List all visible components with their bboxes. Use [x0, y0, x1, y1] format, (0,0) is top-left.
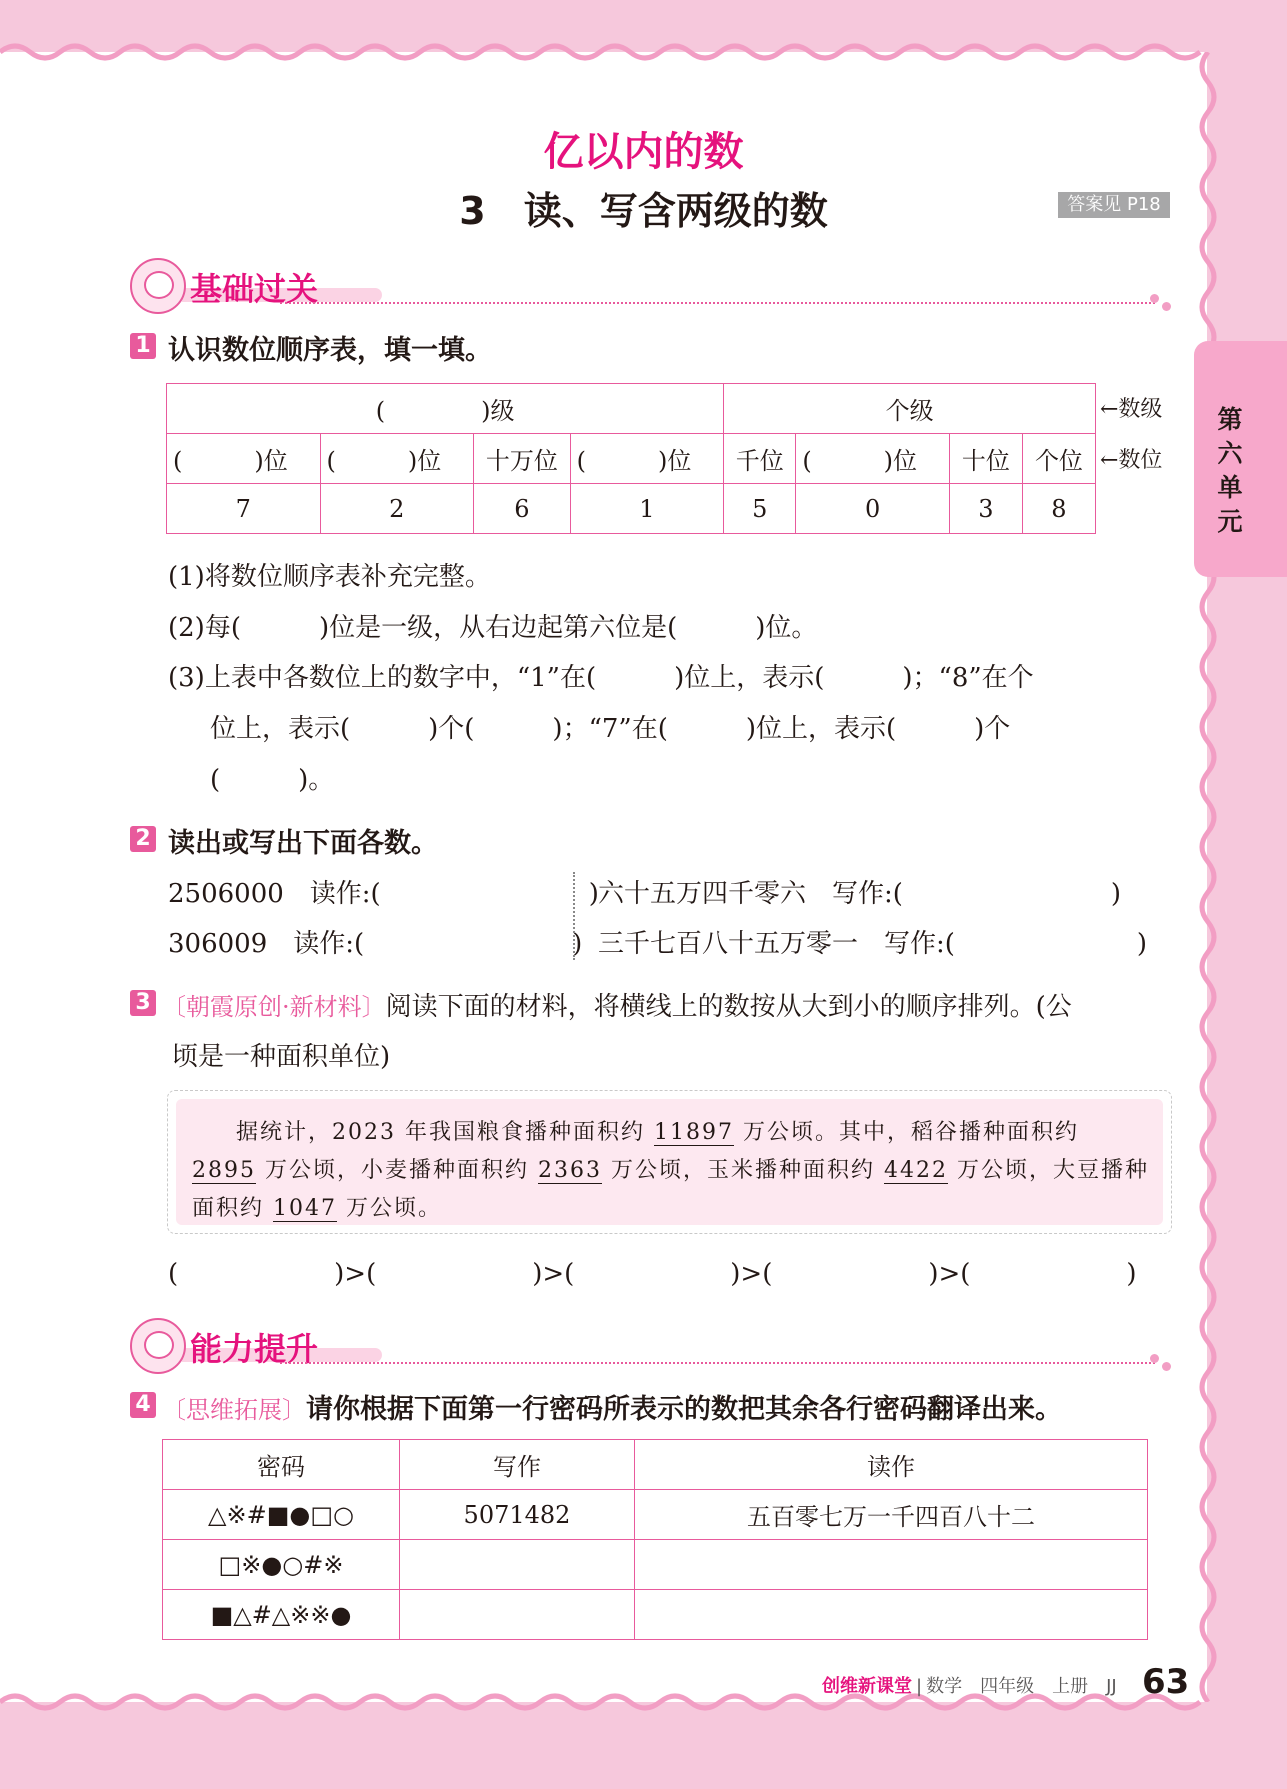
cipher-cell: △※#■●□○	[163, 1490, 400, 1540]
footer-meta: 数学 四年级 上册 JJ	[926, 1676, 1117, 1697]
section-divider	[280, 1362, 1155, 1364]
underlined-number: 2363	[538, 1158, 602, 1183]
class-cell: ( )级	[167, 384, 724, 434]
digit-cell: 2	[320, 484, 474, 534]
table-row	[163, 1540, 1148, 1590]
decor-dot-icon	[1150, 294, 1159, 303]
underlined-number: 4422	[884, 1158, 948, 1183]
section-header-advanced	[130, 1318, 1175, 1374]
sub-question-2: (2)每( )位是一级，从右边起第六位是( )位。	[168, 613, 818, 643]
unit-side-tab-label: 第六单元	[1217, 405, 1243, 536]
footer: 创维新课堂 | 数学 四年级 上册 JJ	[822, 1676, 1117, 1697]
reading-cell[interactable]	[635, 1590, 1148, 1640]
footer-brand: 创维新课堂	[822, 1676, 912, 1697]
class-arrow-label: ←数级	[1100, 397, 1163, 422]
section-label: 基础过关	[190, 270, 319, 308]
question-tag: 〔思维拓展〕	[162, 1396, 306, 1424]
sub-question-3-line-2: 位上，表示( )个( )；“7”在( )位上，表示( )个	[210, 714, 1011, 744]
section-header-basic	[130, 258, 1175, 314]
material-line-3: 面积约 1047 万公顷。	[192, 1196, 442, 1221]
question-line	[162, 1387, 1062, 1426]
place-value-table	[166, 383, 1096, 534]
question-text: 请你根据下面第一行密码所表示的数把其余各行密码翻译出来。	[306, 1394, 1062, 1425]
digit-cell: 8	[1022, 484, 1095, 534]
question-text: 读出或写出下面各数。	[168, 828, 438, 859]
question-tag: 〔朝霞原创·新材料〕	[162, 993, 386, 1021]
reading-cell[interactable]	[635, 1540, 1148, 1590]
underlined-number: 1047	[273, 1196, 337, 1221]
digit-cell: 0	[796, 484, 950, 534]
sub-question-1: (1)将数位顺序表补充完整。	[168, 562, 491, 592]
column-divider	[573, 872, 575, 960]
material-box	[167, 1090, 1172, 1234]
header-cell: 密码	[163, 1440, 400, 1490]
decor-dot-icon	[1162, 1362, 1171, 1371]
cipher-cell: ■△#△※※●	[163, 1590, 400, 1640]
digit-cell: 1	[570, 484, 724, 534]
write-item-1: 六十五万四千零六 写作:( )	[598, 879, 1122, 909]
read-item-1: 2506000 读作:( )	[168, 879, 599, 909]
place-cell: ( )位	[796, 434, 950, 484]
page-number: 63	[1142, 1662, 1190, 1702]
place-cell: ( )位	[570, 434, 724, 484]
written-cell: 5071482	[400, 1490, 635, 1540]
question-number: 4	[130, 1392, 156, 1418]
table-row	[163, 1490, 1148, 1540]
question-line-2: 顷是一种面积单位)	[172, 1042, 391, 1072]
sub-question-3-line-3: ( )。	[210, 765, 335, 795]
table-row	[163, 1590, 1148, 1640]
written-cell[interactable]	[400, 1540, 635, 1590]
reading-cell: 五百零七万一千四百八十二	[635, 1490, 1148, 1540]
mascot-icon	[130, 258, 186, 314]
digit-cell: 6	[474, 484, 571, 534]
write-item-2: 三千七百八十五万零一 写作:( )	[598, 929, 1148, 959]
place-cell: ( )位	[167, 434, 321, 484]
class-cell: 个级	[724, 384, 1096, 434]
underlined-number: 2895	[192, 1158, 256, 1183]
top-wave-border	[0, 40, 1207, 64]
right-wave-border	[1196, 52, 1220, 1702]
cipher-cell: □※●○#※	[163, 1540, 400, 1590]
place-cell: 千位	[724, 434, 796, 484]
cipher-table	[162, 1439, 1148, 1640]
mascot-icon	[130, 1318, 186, 1374]
section-label: 能力提升	[190, 1330, 319, 1368]
digit-cell: 3	[949, 484, 1022, 534]
question-number: 1	[130, 333, 156, 359]
place-cell: 十万位	[474, 434, 571, 484]
question-text: 认识数位顺序表，填一填。	[168, 335, 492, 366]
question-number: 3	[130, 990, 156, 1016]
decor-dot-icon	[1150, 1354, 1159, 1363]
underlined-number: 11897	[653, 1120, 734, 1145]
place-cell: ( )位	[320, 434, 474, 484]
unit-side-tab	[1194, 341, 1287, 577]
decor-dot-icon	[1162, 302, 1171, 311]
place-cell: 十位	[949, 434, 1022, 484]
answer-reference-badge: 答案见 P18	[1058, 192, 1170, 218]
digit-cell: 7	[167, 484, 321, 534]
question-text: 阅读下面的材料，将横线上的数按从大到小的顺序排列。(公	[385, 992, 1072, 1022]
chapter-title: 亿以内的数	[543, 129, 744, 175]
material-line-1: 据统计，2023 年我国粮食播种面积约 11897 万公顷。其中，稻谷播种面积约	[236, 1120, 1079, 1145]
header-cell: 读作	[635, 1440, 1148, 1490]
written-cell[interactable]	[400, 1590, 635, 1640]
material-line-2: 2895 万公顷，小麦播种面积约 2363 万公顷，玉米播种面积约 4422 万公顷，大豆播种	[192, 1158, 1149, 1183]
ordering-answer-line: ( )>( )>( )>( )>( )	[168, 1259, 1137, 1289]
place-arrow-label: ←数位	[1100, 448, 1163, 473]
question-line-1	[162, 986, 1072, 1023]
question-number: 2	[130, 826, 156, 852]
lesson-title: 3 读、写含两级的数	[459, 189, 828, 233]
place-cell: 个位	[1022, 434, 1095, 484]
section-divider	[280, 302, 1155, 304]
digit-cell: 5	[724, 484, 796, 534]
read-item-2: 306009 读作:( )	[168, 929, 583, 959]
sub-question-3-line-1: (3)上表中各数位上的数字中，“1”在( )位上，表示( )；“8”在个	[168, 663, 1034, 693]
header-cell: 写作	[400, 1440, 635, 1490]
